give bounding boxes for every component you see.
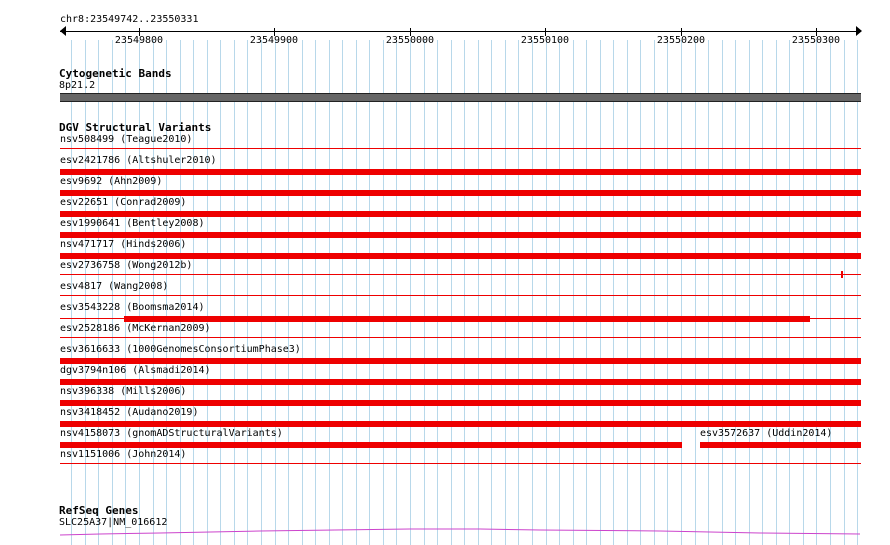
sv-label[interactable]: nsv1151006 (John2014) — [60, 449, 187, 460]
sv-label[interactable]: esv4817 (Wang2008) — [60, 281, 169, 292]
sv-label[interactable]: dgv3794n106 (Alsmadi2014) — [60, 365, 211, 376]
sv-feature[interactable] — [60, 190, 861, 196]
sv-feature[interactable] — [60, 169, 861, 175]
sv-feature[interactable] — [60, 463, 861, 464]
sv-label[interactable]: nsv396338 (Mills2006) — [60, 386, 187, 397]
refseq-track-title: RefSeq Genes — [59, 504, 139, 517]
ruler-tick-label: 23550200 — [656, 35, 706, 46]
ruler-axis — [60, 31, 861, 32]
sv-feature[interactable] — [60, 211, 861, 217]
sv-feature[interactable] — [60, 379, 861, 385]
gene-label: SLC25A37|NM_016612 — [59, 517, 168, 528]
sv-feature[interactable] — [60, 232, 861, 238]
sv-feature[interactable] — [60, 337, 861, 338]
sv-label[interactable]: esv3616633 (1000GenomesConsortiumPhase3) — [60, 344, 301, 355]
gene-feature[interactable] — [60, 526, 861, 538]
cytoband-track-title: Cytogenetic Bands — [59, 67, 172, 80]
sv-feature[interactable] — [60, 274, 841, 275]
sv-feature[interactable] — [60, 358, 861, 364]
sv-label[interactable]: esv9692 (Ahn2009) — [60, 176, 163, 187]
sv-label[interactable]: esv1990641 (Bentley2008) — [60, 218, 205, 229]
sv-feature[interactable] — [60, 442, 682, 448]
cytoband-label: 8p21.2 — [59, 80, 96, 91]
dgv-track-title: DGV Structural Variants — [59, 121, 212, 134]
sv-feature[interactable] — [124, 316, 810, 322]
sv-label[interactable]: esv2736758 (Wong2012b) — [60, 260, 193, 271]
ruler-tick-label: 23550100 — [520, 35, 570, 46]
sv-label[interactable]: esv2528186 (McKernan2009) — [60, 323, 211, 334]
sv-feature-tail[interactable] — [843, 274, 861, 275]
ruler-left-arrow-icon — [60, 26, 66, 36]
sv-feature[interactable] — [60, 400, 861, 406]
sv-label[interactable]: nsv4158073 (gnomADStructuralVariants) — [60, 428, 283, 439]
ruler-tick-label: 23549800 — [114, 35, 164, 46]
locus-label: chr8:23549742..23550331 — [60, 14, 199, 25]
sv-feature[interactable] — [60, 421, 861, 427]
sv-label[interactable]: nsv508499 (Teague2010) — [60, 134, 193, 145]
sv-label[interactable]: esv3572637 (Uddin2014) — [700, 428, 833, 439]
sv-label[interactable]: esv2421786 (Altshuler2010) — [60, 155, 217, 166]
ruler-tick-label: 23550300 — [791, 35, 841, 46]
cytoband-feature[interactable] — [60, 93, 861, 102]
sv-feature[interactable] — [60, 295, 861, 296]
sv-feature[interactable] — [60, 253, 861, 259]
ruler-right-arrow-icon — [856, 26, 862, 36]
sv-label[interactable]: nsv3418452 (Audano2019) — [60, 407, 199, 418]
sv-label[interactable]: nsv471717 (Hinds2006) — [60, 239, 187, 250]
sv-feature[interactable] — [700, 442, 861, 448]
sv-label[interactable]: esv3543228 (Boomsma2014) — [60, 302, 205, 313]
sv-feature[interactable] — [60, 148, 861, 149]
ruler-tick-label: 23549900 — [249, 35, 299, 46]
sv-label[interactable]: esv22651 (Conrad2009) — [60, 197, 187, 208]
ruler-tick-label: 23550000 — [385, 35, 435, 46]
